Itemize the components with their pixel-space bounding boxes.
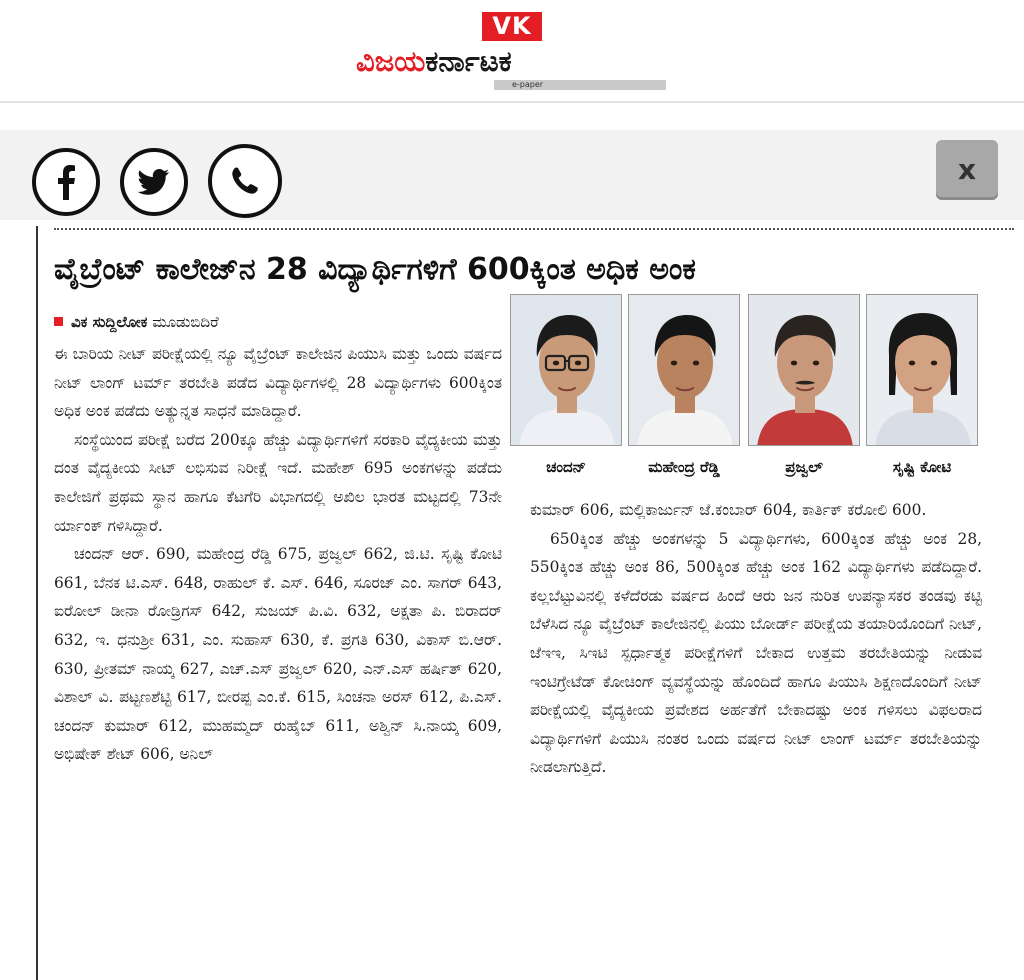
twitter-share-button[interactable] [120, 148, 188, 216]
article-byline [54, 310, 504, 334]
facebook-share-button[interactable] [32, 148, 100, 216]
news-article [36, 226, 980, 980]
masthead-divider [0, 101, 1024, 103]
vijaya-karnataka-logo[interactable] [356, 12, 668, 90]
student-caption-1: ಚಂದನ್ [546, 458, 586, 476]
article-left-rule [36, 226, 38, 980]
close-button[interactable]: x [936, 140, 998, 200]
portrait-image [867, 295, 978, 446]
portrait-image [511, 295, 622, 446]
logo-wordmark [356, 42, 668, 80]
student-caption-3: ಪ್ರಜ್ವಲ್ [785, 458, 823, 476]
article-paragraph-1: ಈ ಬಾರಿಯ ನೀಟ್ ಪರೀಕ್ಷೆಯಲ್ಲಿ ನ್ಯೂ ವೈಬ್ರೆಂಟ್ ಕಾಲೇಜಿನ ಪಿಯುಸಿ ಮತ್ತು ಒಂದು ವರ್ಷದ ನೀಟ್ ಲಾಂಗ್ ಟರ್ಮ್ ತರಬೇತಿ ಪಡೆದ ವಿದ್ಯಾರ್ಥಿಗಳಲ್ಲಿ 28 ವಿದ್ಯಾರ್ಥಿಗಳು 600ಕ್ಕಿಂತ ಅಧಿಕ ಅಂಕ ಪಡೆದು ಅತ್ಯುನ್ನತ ಸಾಧನೆ ಮಾಡಿದ್ದಾರೆ. [54, 345, 502, 421]
logo-word-vijaya: ವಿಜಯ [356, 44, 426, 78]
student-photo-1 [510, 294, 622, 446]
byline-source: ವಿಕ ಸುದ್ದಿಲೋಕ [71, 313, 148, 331]
logo-epaper-label: e-paper [494, 80, 666, 90]
article-headline: ವೈಬ್ರೆಂಟ್ ಕಾಲೇಜ್‌ನ 28 ವಿದ್ಯಾರ್ಥಿಗಳಿಗೆ 600ಕ್ಕಿಂತ ಅಧಿಕ ಅಂಕ [54, 252, 696, 287]
logo-word-karnataka: ಕರ್ನಾಟಕ [425, 44, 512, 78]
student-photo-4 [866, 294, 978, 446]
article-paragraph-3: ಚಂದನ್ ಆರ್. 690, ಮಹೇಂದ್ರ ರೆಡ್ಡಿ 675, ಪ್ರಜ್ವಲ್ 662, ಜಿ.ಟಿ. ಸೃಷ್ಟಿ ಕೋಟಿ 661, ಬೆನಕ ಟಿ.ಎಸ್. 648, ರಾಹುಲ್ ಕೆ. ಎಸ್. 646, ಸೂರಜ್ ಎಂ. ಸಾಗರ್ 643, ಐರೋಲ್ ಡೀನಾ ರೋಡ್ರಿಗಸ್ 642, ಸುಜಯ್ ಪಿ.ವಿ. 632, ಅಕ್ಷತಾ ಪಿ. ಬಿರಾದರ್ 632, ಇ. ಧನುಶ್ರೀ 631, ಎಂ. ಸುಹಾಸ್ 630, ಕೆ. ಪ್ರಗತಿ 630, ವಿಕಾಸ್ ಬಿ.ಆರ್. 630, ಪ್ರೀತಮ್ ನಾಯ್ಕ 627, ಎಚ್.ಎಸ್ ಪ್ರಜ್ವಲ್ 620, ಎನ್.ಎಸ್ ಹರ್ಷಿತ್ 620, ವಿಶಾಲ್ ವಿ. ಪಟ್ಟಣಶೆಟ್ಟಿ 617, ಬೀರಪ್ಪ ಎಂ.ಕೆ. 615, ಸಿಂಚನಾ ಅರಸ್ 612, ಪಿ.ಎಸ್. ಚಂದನ್ ಕುಮಾರ್ 612, ಮುಹಮ್ಮದ್ ರುಹೈಬ್ 611, ಅಶ್ವಿನ್ ಸಿ.ನಾಯ್ಕ 609, ಅಭಿಷೇಕ್ ಶೇಟ್ 606, ಅನಿಲ್ [54, 545, 502, 764]
portrait-image [629, 295, 740, 446]
whatsapp-icon [212, 148, 278, 214]
portrait-image [749, 295, 860, 446]
whatsapp-share-button[interactable] [208, 144, 282, 218]
student-photo-2 [628, 294, 740, 446]
article-paragraph-5: 650ಕ್ಕಿಂತ ಹೆಚ್ಚು ಅಂಕಗಳನ್ನು 5 ವಿದ್ಯಾರ್ಥಿಗಳು, 600ಕ್ಕಿಂತ ಹೆಚ್ಚು ಅಂಕ 28, 550ಕ್ಕಿಂತ ಹೆಚ್ಚು ಅಂಕ 86, 500ಕ್ಕಿಂತ ಹೆಚ್ಚು ಅಂಕ 162 ವಿದ್ಯಾರ್ಥಿಗಳು ಪಡೆದಿದ್ದಾರೆ. ಕಲ್ಲಬೆಟ್ಟುವಿನಲ್ಲಿ ಕಳೆದೆರಡು ವರ್ಷದ ಹಿಂದೆ ಆರು ಜನ ನುರಿತ ಉಪನ್ಯಾಸಕರ ತಂಡವು ಕಟ್ಟಿ ಬೆಳೆಸಿದ ನ್ಯೂ ವೈಬ್ರೆಂಟ್ ಕಾಲೇಜಿನಲ್ಲಿ ಪಿಯು ಬೋರ್ಡ್ ಪರೀಕ್ಷೆಯ ತಯಾರಿಯೊಂದಿಗೆ ನೀಟ್, ಜೆಇಇ, ಸಿಇಟಿ ಸ್ಪರ್ಧಾತ್ಮಕ ಪರೀಕ್ಷೆಗಳಿಗೆ ಬೇಕಾದ ಉತ್ತಮ ತರಬೇತಿಯನ್ನು ನೀಡುವ ಇಂಟಿಗ್ರೇಟೆಡ್ ಕೋಚಿಂಗ್ ವ್ಯವಸ್ಥೆಯನ್ನು ಹೊಂದಿದೆ ಹಾಗೂ ಪಿಯುಸಿ ಶಿಕ್ಷಣದೊಂದಿಗೆ ನೀಟ್ ಪರೀಕ್ಷೆಯಲ್ಲಿ ವೈದ್ಯಕೀಯ ಪ್ರವೇಶದ ಅರ್ಹತೆಗೆ ಬೇಕಾದಷ್ಟು ಅಂಕ ಗಳಿಸಲು ವಿಫಲರಾದ ವಿದ್ಯಾರ್ಥಿಗಳಿಗೆ ಪಿಯುಸಿ ನಂತರ ಒಂದು ವರ್ಷದ ನೀಟ್ ಲಾಂಗ್ ಟರ್ಮ್ ತರಬೇತಿಯನ್ನು ನೀಡಲಾಗುತ್ತಿದೆ. [530, 529, 982, 777]
masthead [0, 0, 1024, 102]
student-caption-4: ಸೃಷ್ಟಿ ಕೋಟಿ [892, 458, 952, 476]
student-photos [496, 294, 980, 484]
student-photo-3 [748, 294, 860, 446]
article-paragraph-4: ಕುಮಾರ್ 606, ಮಲ್ಲಿಕಾರ್ಜುನ್ ಜೆ.ಕಂಬಾರ್ 604, ಕಾರ್ತಿಕ್ ಕರೋಲಿ 600. [530, 501, 927, 519]
article-top-dotted-rule [54, 228, 1014, 230]
article-column-right [530, 496, 982, 976]
facebook-icon [36, 152, 96, 212]
student-caption-2: ಮಹೇಂದ್ರ ರೆಡ್ಡಿ [648, 458, 720, 476]
article-column-left [54, 340, 502, 980]
share-bar [0, 130, 1024, 220]
article-paragraph-2: ಸಂಸ್ಥೆಯಿಂದ ಪರೀಕ್ಷೆ ಬರೆದ 200ಕ್ಕೂ ಹೆಚ್ಚು ವಿದ್ಯಾರ್ಥಿಗಳಿಗೆ ಸರಕಾರಿ ವೈದ್ಯಕೀಯ ಮತ್ತು ದಂತ ವೈದ್ಯಕೀಯ ಸೀಟ್ ಲಭಿಸುವ ನಿರೀಕ್ಷೆ ಇದೆ. ಮಹೇಶ್ 695 ಅಂಕಗಳನ್ನು ಪಡೆದು ಕಾಲೇಜಿಗೆ ಪ್ರಥಮ ಸ್ಥಾನ ಹಾಗೂ ಕೆಟಗೆರಿ ವಿಭಾಗದಲ್ಲಿ ಅಖಿಲ ಭಾರತ ಮಟ್ಟದಲ್ಲಿ 73ನೇ ರ್ಯಾಂಕ್ ಗಳಿಸಿದ್ದಾರೆ. [54, 430, 502, 535]
twitter-icon [124, 152, 184, 212]
logo-vk-badge: VK [482, 12, 542, 41]
byline-place: ಮೂಡುಬಿದಿರೆ [152, 313, 219, 331]
byline-bullet-icon [54, 317, 63, 326]
